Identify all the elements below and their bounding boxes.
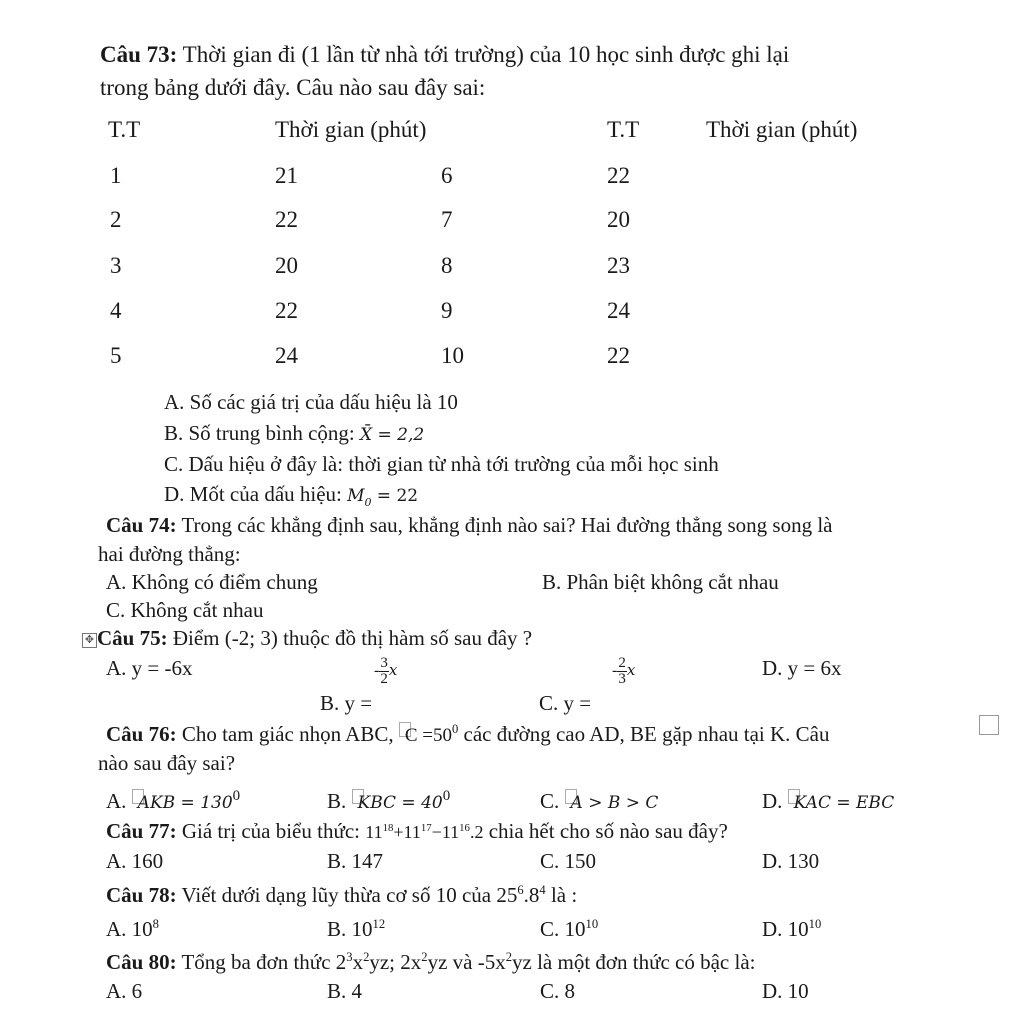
q78-line: [106, 883, 577, 908]
q78-option-b: [327, 917, 385, 942]
table-header: T.T: [108, 117, 141, 142]
q76-line1: [106, 722, 830, 747]
q74-label: Câu 74:: [106, 513, 177, 537]
q75-option-a: A. y = -6x: [106, 656, 193, 680]
q74-option-a: A. Không có điểm chung: [106, 570, 318, 594]
q77-expression: [365, 822, 483, 842]
table-cell: 24: [607, 298, 630, 323]
q73-option-d-math-sub: 0: [364, 496, 372, 510]
q78-d-exp: 10: [808, 917, 822, 931]
q77-option-d: D. 130: [762, 849, 820, 873]
q76-text1a: Cho tam giác nhọn ABC,: [181, 722, 394, 746]
q73-text1: Thời gian đi (1 lần từ nhà tới trường) của 10 học sinh được ghi lại: [182, 42, 790, 67]
q75-b-den: 2: [380, 671, 388, 687]
q78-text-b: là :: [550, 883, 578, 907]
q78-c-exp: 10: [585, 917, 599, 931]
table-cell: 10: [441, 343, 464, 368]
q76-c-prefix: C.: [540, 789, 560, 813]
q80-t1b: 3: [346, 950, 353, 964]
table-cell: 6: [441, 163, 453, 188]
table-cell: 22: [275, 207, 298, 232]
q77-e1-exp: 18: [382, 822, 394, 834]
q76-option-a: [106, 789, 240, 814]
q78-label: Câu 78:: [106, 883, 177, 907]
q76-label: Câu 76:: [106, 722, 177, 746]
q75-line: [97, 626, 532, 651]
q76-text1b: các đường cao AD, BE gặp nhau tại K. Câu: [463, 722, 830, 746]
q76-option-b: [327, 789, 450, 814]
q77-e3-tail: .2: [469, 822, 484, 842]
table-cell: 9: [441, 298, 453, 323]
q75-c-sign: -: [612, 662, 618, 680]
q77-line: [106, 819, 728, 844]
q80-option-d: D. 10: [762, 979, 809, 1003]
q77-option-c: C. 150: [540, 849, 597, 873]
q73-label: Câu 73:: [100, 42, 178, 67]
q76-d-prefix: D.: [762, 789, 783, 813]
q77-label: Câu 77:: [106, 819, 177, 843]
q80-text-b: là một đơn thức có bậc là:: [537, 950, 756, 974]
q75-option-c-prefix: C. y =: [539, 691, 592, 715]
table-cell: 4: [110, 298, 122, 323]
q80-option-c: C. 8: [540, 979, 576, 1003]
q76-b-prefix: B.: [327, 789, 347, 813]
q73-option-d-math-var: M: [347, 486, 365, 506]
empty-checkbox[interactable]: [979, 715, 999, 735]
q78-b-prefix: B.: [327, 917, 347, 941]
q76-deg: 0: [451, 722, 459, 736]
q80-t1d: 2: [363, 950, 370, 964]
table-cell: 23: [607, 253, 630, 278]
table-cell: 20: [275, 253, 298, 278]
q80-text-a: Tổng ba đơn thức: [181, 950, 331, 974]
q77-option-b: B. 147: [327, 849, 384, 873]
q80-t1c: x: [352, 950, 364, 974]
q74-text1: Trong các khẳng định sau, khẳng định nào sai? Hai đường thẳng song song là: [181, 513, 833, 537]
q73-option-b-text: B. Số trung bình cộng:: [164, 421, 355, 445]
q77-text-b: chia hết cho số nào sau đây?: [488, 819, 728, 843]
q75-b-num: 3: [380, 655, 388, 671]
q75-option-b-prefix: B. y =: [320, 691, 373, 715]
q80-t1g: yz và -5x: [427, 950, 506, 974]
q76-option-d: [762, 789, 894, 814]
q78-option-d: [762, 917, 821, 942]
q77-e1-base: 11: [365, 822, 383, 842]
q77-text-a: Giá trị của biểu thức:: [181, 819, 360, 843]
q75-text: Điểm (-2; 3) thuộc đồ thị hàm số sau đây ?: [172, 626, 533, 650]
q80-t1i: yz: [512, 950, 532, 974]
q73-option-d-text: D. Mốt của dấu hiệu:: [164, 482, 342, 506]
move-anchor-icon[interactable]: ✥: [82, 633, 97, 648]
table-header: Thời gian (phút): [706, 117, 858, 142]
q73-option-a: A. Số các giá trị của dấu hiệu là 10: [164, 390, 458, 414]
q80-terms: [336, 950, 532, 974]
table-cell: 8: [441, 253, 453, 278]
q77-option-a: A. 160: [106, 849, 164, 873]
q80-t1h: 2: [505, 950, 512, 964]
q78-d-base: 10: [787, 917, 809, 941]
q76-angle-c: C =50: [404, 725, 452, 746]
q78-base1: 25: [496, 883, 518, 907]
q78-a-base: 10: [131, 917, 153, 941]
table-header: T.T: [607, 117, 640, 142]
q73-option-d: [164, 482, 418, 509]
q75-option-d: D. y = 6x: [762, 656, 842, 680]
q78-b-base: 10: [351, 917, 373, 941]
q76-a-deg: 0: [232, 788, 241, 804]
q77-e2-exp: 17: [420, 822, 432, 834]
q78-option-a: [106, 917, 159, 942]
q80-line: [106, 950, 756, 975]
q78-base2: .8: [523, 883, 540, 907]
q73-option-d-math-val: = 22: [376, 486, 419, 506]
table-cell: 1: [110, 163, 122, 188]
table-cell: 24: [275, 343, 298, 368]
q74-line1: [106, 513, 833, 538]
q77-e3-base: −11: [431, 822, 460, 842]
q75-b-sign: -: [374, 662, 380, 680]
q75-option-c-math: [612, 656, 635, 687]
q80-label: Câu 80:: [106, 950, 177, 974]
q73-text2: trong bảng dưới đây. Câu nào sau đây sai:: [100, 75, 486, 100]
table-cell: 22: [607, 163, 630, 188]
table-header: Thời gian (phút): [275, 117, 427, 142]
q73-option-b: [164, 421, 424, 446]
q74-text2: hai đường thẳng:: [98, 542, 241, 566]
q78-d-prefix: D.: [762, 917, 783, 941]
q76-a-prefix: A.: [106, 789, 127, 813]
q73-option-c: C. Dấu hiệu ở đây là: thời gian từ nhà tới trường của mỗi học sinh: [164, 452, 719, 476]
q77-e3-exp: 16: [459, 822, 470, 834]
q76-option-c: [540, 789, 658, 814]
q74-option-c: C. Không cắt nhau: [106, 598, 264, 622]
q75-label: Câu 75:: [97, 626, 168, 650]
q77-e2-base: +11: [393, 822, 421, 842]
q80-t1e: yz; 2x: [369, 950, 422, 974]
q78-a-exp: 8: [152, 917, 159, 931]
q78-c-prefix: C.: [540, 917, 560, 941]
q78-exp1: 6: [517, 883, 524, 897]
q75-c-var: x: [626, 661, 636, 680]
q75-c-num: 2: [618, 655, 626, 671]
q73-option-b-math: X̄ = 2,2: [360, 425, 425, 445]
table-cell: 2: [110, 207, 122, 232]
table-cell: 3: [110, 253, 122, 278]
q75-c-den: 3: [618, 671, 626, 687]
q78-option-c: [540, 917, 598, 942]
q74-option-b: B. Phân biệt không cắt nhau: [542, 570, 779, 594]
q76-text2: nào sau đây sai?: [98, 751, 236, 775]
q80-t1f: 2: [421, 950, 428, 964]
q75-option-b-math: [374, 656, 397, 687]
table-cell: 22: [607, 343, 630, 368]
table-cell: 7: [441, 207, 453, 232]
q76-b-deg: 0: [442, 788, 451, 804]
q76-a-math: AKB = 130: [137, 793, 233, 813]
table-cell: 22: [275, 298, 298, 323]
q80-t1a: 2: [335, 950, 347, 974]
q78-expression: [496, 883, 545, 907]
q75-b-var: x: [388, 661, 398, 680]
q80-option-b: B. 4: [327, 979, 363, 1003]
table-cell: 5: [110, 343, 122, 368]
q78-b-exp: 12: [372, 917, 386, 931]
q76-c-math: A > B > C: [570, 793, 659, 813]
table-cell: 21: [275, 163, 298, 188]
q78-c-base: 10: [564, 917, 586, 941]
table-cell: 20: [607, 207, 630, 232]
q78-exp2: 4: [539, 883, 546, 897]
q78-a-prefix: A.: [106, 917, 127, 941]
q80-option-a: A. 6: [106, 979, 143, 1003]
q78-text-a: Viết dưới dạng lũy thừa cơ số 10 của: [181, 883, 492, 907]
q76-d-math: KAC = EBC: [793, 793, 895, 813]
q76-b-math: KBC = 40: [357, 793, 443, 813]
q73-line1: [100, 42, 789, 68]
